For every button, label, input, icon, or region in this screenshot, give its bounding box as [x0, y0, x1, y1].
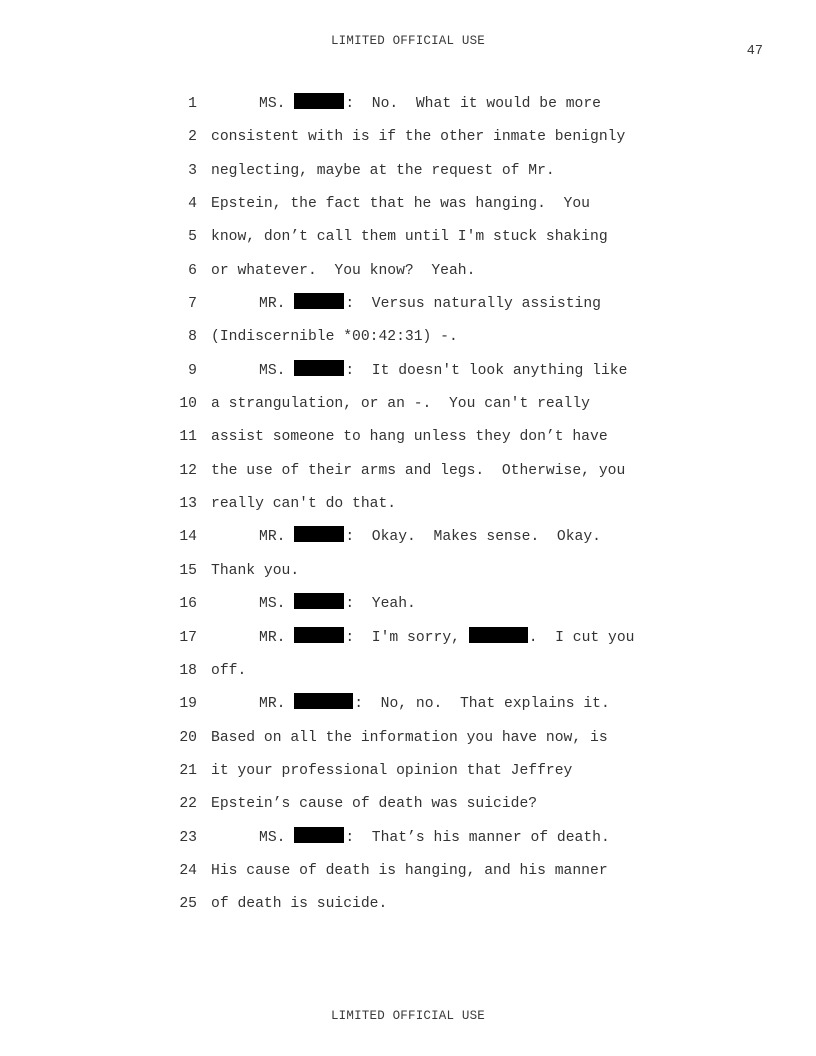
transcript-line — [0, 892, 816, 925]
line-text — [259, 626, 634, 650]
line-text-segment: or whatever. You know? Yeah. — [211, 262, 476, 279]
line-text-segment: MR. — [259, 629, 295, 646]
line-number: 24 — [179, 862, 197, 879]
line-number: 1 — [188, 96, 197, 112]
redaction-box — [294, 627, 344, 643]
line-text — [211, 492, 396, 516]
line-text-segment: MR. — [259, 296, 295, 313]
transcript-line — [0, 259, 816, 292]
line-text-segment: : I'm sorry, — [345, 629, 469, 646]
transcript-line — [0, 125, 816, 158]
line-text-segment: neglecting, maybe at the request of Mr. — [211, 162, 555, 179]
line-text-segment: consistent with is if the other inmate benignly — [211, 129, 626, 146]
line-text-segment: Thank you. — [211, 562, 300, 579]
line-text-segment: Epstein, the fact that he was hanging. You — [211, 196, 590, 213]
line-text-segment: off. — [211, 662, 247, 679]
line-number: 2 — [188, 129, 197, 146]
header-classification-label: LIMITED OFFICIAL USE — [330, 34, 486, 48]
line-text-segment: His cause of death is hanging, and his manner — [211, 862, 608, 879]
transcript-line — [0, 826, 816, 859]
page-number: 47 — [746, 44, 763, 59]
transcript-line — [0, 492, 816, 525]
line-text — [211, 425, 608, 449]
line-text-segment: : No. What it would be more — [345, 96, 601, 112]
line-number: 19 — [179, 696, 197, 713]
transcript-line — [0, 592, 816, 625]
line-text — [259, 359, 627, 383]
line-text — [211, 459, 625, 483]
line-text-segment: : It doesn't look anything like — [345, 362, 628, 379]
transcript-line — [0, 626, 816, 659]
line-number: 13 — [179, 496, 197, 513]
line-text-segment: MS. — [259, 96, 295, 112]
redaction-box — [294, 693, 353, 709]
line-number: 23 — [179, 829, 197, 846]
transcript-line — [0, 92, 816, 125]
line-text — [211, 792, 537, 816]
line-number: 21 — [179, 762, 197, 779]
redaction-box — [294, 526, 344, 542]
line-text-segment: : Okay. Makes sense. Okay. — [345, 529, 601, 546]
line-text-segment: : Yeah. — [345, 596, 416, 613]
line-text — [259, 292, 601, 316]
transcript-line — [0, 325, 816, 358]
line-text — [211, 759, 572, 783]
line-text — [259, 692, 610, 716]
line-number: 11 — [179, 429, 197, 446]
transcript-line — [0, 559, 816, 592]
line-text-segment: Based on all the information you have now, is — [211, 729, 608, 746]
transcript-line — [0, 425, 816, 458]
transcript-line — [0, 792, 816, 825]
line-number: 12 — [179, 462, 197, 479]
line-number: 22 — [179, 796, 197, 813]
line-text — [211, 859, 608, 883]
redaction-box — [294, 293, 344, 309]
line-number: 20 — [179, 729, 197, 746]
line-number: 9 — [188, 362, 197, 379]
line-text-segment: of death is suicide. — [211, 896, 388, 913]
transcript-body — [0, 92, 816, 926]
line-text — [211, 125, 625, 149]
line-text — [211, 325, 458, 349]
transcript-line — [0, 392, 816, 425]
line-text-segment: know, don’t call them until I'm stuck shaking — [211, 229, 608, 246]
line-number: 6 — [188, 262, 197, 279]
line-number: 8 — [188, 329, 197, 346]
line-text — [259, 92, 601, 116]
line-text-segment: : No, no. That explains it. — [354, 696, 610, 713]
line-text — [211, 225, 608, 249]
line-text-segment: MS. — [259, 829, 295, 846]
line-text — [259, 826, 610, 850]
line-text — [211, 726, 608, 750]
line-text-segment: (Indiscernible *00:42:31) -. — [211, 329, 458, 346]
line-text-segment: MR. — [259, 529, 295, 546]
line-text — [259, 525, 601, 549]
transcript-line — [0, 292, 816, 325]
line-text-segment: : That’s his manner of death. — [345, 829, 610, 846]
line-number: 15 — [179, 562, 197, 579]
line-text — [211, 892, 387, 916]
line-text-segment: Epstein’s cause of death was suicide? — [211, 796, 538, 813]
line-number: 18 — [179, 662, 197, 679]
transcript-line — [0, 459, 816, 492]
line-text-segment: really can't do that. — [211, 496, 397, 513]
line-text-segment: a strangulation, or an -. You can't really — [211, 396, 590, 413]
line-text — [211, 559, 299, 583]
line-number: 7 — [188, 296, 197, 313]
line-text-segment: MR. — [259, 696, 295, 713]
transcript-line — [0, 192, 816, 225]
line-text-segment: it your professional opinion that Jeffrey — [211, 762, 573, 779]
line-number: 25 — [179, 896, 197, 913]
line-text-segment: MS. — [259, 596, 295, 613]
transcript-line — [0, 359, 816, 392]
line-number: 17 — [179, 629, 197, 646]
line-number: 5 — [188, 229, 197, 246]
line-text — [211, 159, 555, 183]
transcript-line — [0, 659, 816, 692]
line-text-segment: assist someone to hang unless they don’t have — [211, 429, 608, 446]
redaction-box — [294, 593, 344, 609]
line-text — [211, 259, 475, 283]
transcript-line — [0, 692, 816, 725]
line-text — [211, 392, 590, 416]
redaction-box — [469, 627, 528, 643]
line-number: 16 — [179, 596, 197, 613]
line-text-segment: . I cut you — [528, 629, 635, 646]
transcript-line — [0, 726, 816, 759]
line-number: 4 — [188, 196, 197, 213]
line-text — [211, 659, 246, 683]
line-text — [211, 192, 590, 216]
transcript-line — [0, 759, 816, 792]
footer-classification-label: LIMITED OFFICIAL USE — [330, 1009, 486, 1023]
redaction-box — [294, 360, 344, 376]
redaction-box — [294, 827, 344, 843]
transcript-line — [0, 859, 816, 892]
transcript-line — [0, 225, 816, 258]
line-number: 14 — [179, 529, 197, 546]
line-number: 3 — [188, 162, 197, 179]
line-number: 10 — [179, 396, 197, 413]
line-text-segment: : Versus naturally assisting — [345, 296, 601, 313]
line-text-segment: MS. — [259, 362, 295, 379]
redaction-box — [294, 93, 344, 109]
transcript-line — [0, 525, 816, 558]
line-text — [259, 592, 416, 616]
transcript-line — [0, 159, 816, 192]
line-text-segment: the use of their arms and legs. Otherwise, you — [211, 462, 626, 479]
